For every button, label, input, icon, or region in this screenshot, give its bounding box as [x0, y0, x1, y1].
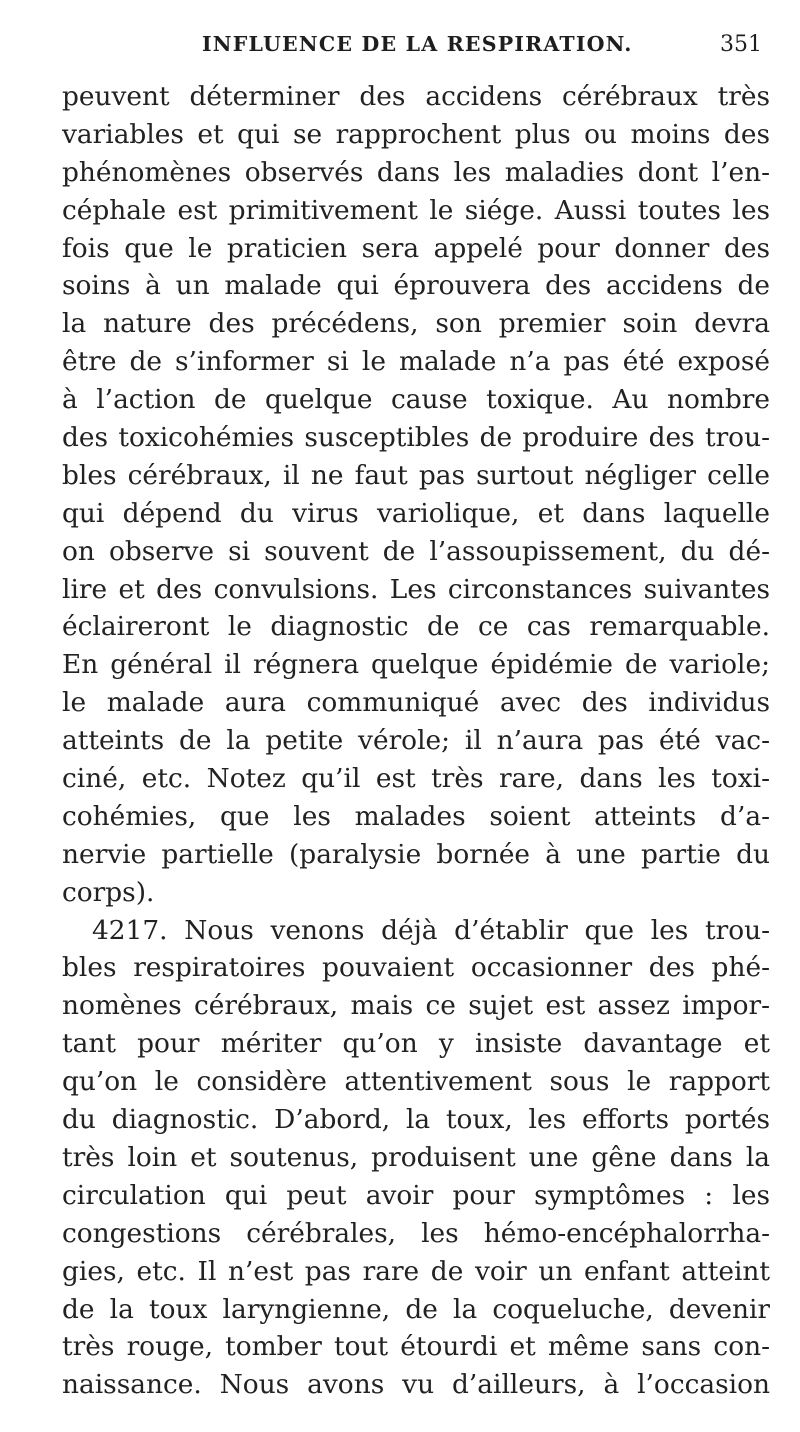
text-line: à l’action de quelque cause toxique. Au nombre: [62, 384, 770, 416]
text-line: on observe si souvent de l’assoupissement, du dé-: [62, 535, 770, 567]
text-line: très loin et soutenus, produisent une gêne dans la: [62, 1141, 770, 1173]
text-line: du diagnostic. D’abord, la toux, les efforts portés: [62, 1104, 770, 1136]
page-number: 351: [720, 32, 762, 57]
text-line: céphale est primitivement le siége. Aussi toutes les: [62, 194, 770, 226]
text-line: lire et des convulsions. Les circonstances suivantes: [62, 573, 770, 605]
text-line: le malade aura communiqué avec des individus: [62, 687, 770, 719]
body-text: [62, 78, 770, 1404]
text-line: de la toux laryngienne, de la coqueluche, devenir: [62, 1293, 770, 1325]
text-line: fois que le praticien sera appelé pour donner des: [62, 232, 770, 264]
text-line: la nature des précédens, son premier soin devra: [62, 308, 770, 340]
running-head: [62, 32, 766, 68]
text-line: congestions cérébrales, les hémo-encéphalorrha-: [62, 1217, 770, 1249]
text-line: qui dépend du virus variolique, et dans laquelle: [62, 497, 770, 529]
text-line: phénomènes observés dans les maladies dont l’en-: [62, 156, 770, 188]
text-line: En général il régnera quelque épidémie de variole;: [62, 649, 770, 681]
text-line: tant pour mériter qu’on y insiste davantage et: [62, 1028, 770, 1060]
text-line: circulation qui peut avoir pour symptômes : les: [62, 1179, 770, 1211]
text-line: être de s’informer si le malade n’a pas été exposé: [62, 346, 770, 378]
text-line: bles cérébraux, il ne faut pas surtout négliger celle: [62, 459, 770, 491]
text-line: cohémies, que les malades soient atteints d’a-: [62, 800, 770, 832]
running-title: INFLUENCE DE LA RESPIRATION.: [202, 32, 633, 56]
text-line: naissance. Nous avons vu d’ailleurs, à l’occasion: [62, 1369, 770, 1401]
text-line: bles respiratoires pouvaient occasionner des phé-: [62, 952, 770, 984]
text-line: peuvent déterminer des accidens cérébraux très: [62, 81, 770, 112]
text-line: ciné, etc. Notez qu’il est très rare, dans les toxi-: [62, 763, 770, 795]
text-line: variables et qui se rapprochent plus ou moins des: [62, 118, 770, 150]
paragraph-start-line: 4217. Nous venons déjà d’établir que les trou-: [92, 914, 770, 946]
text-line: nomènes cérébraux, mais ce sujet est assez impor-: [62, 990, 770, 1022]
text-line: éclaireront le diagnostic de ce cas remarquable.: [62, 611, 770, 643]
text-line: nervie partielle (paralysie bornée à une partie du: [62, 838, 770, 870]
text-line: gies, etc. Il n’est pas rare de voir un enfant atteint: [62, 1255, 770, 1287]
text-line: très rouge, tomber tout étourdi et même sans con-: [62, 1331, 770, 1363]
text-line: corps).: [62, 876, 155, 908]
text-line: des toxicohémies susceptibles de produire des trou-: [62, 422, 770, 454]
text-line: qu’on le considère attentivement sous le rapport: [62, 1066, 770, 1098]
text-line: atteints de la petite vérole; il n’aura pas été vac-: [62, 725, 770, 757]
text-line: soins à un malade qui éprouvera des accidens de: [62, 270, 770, 302]
